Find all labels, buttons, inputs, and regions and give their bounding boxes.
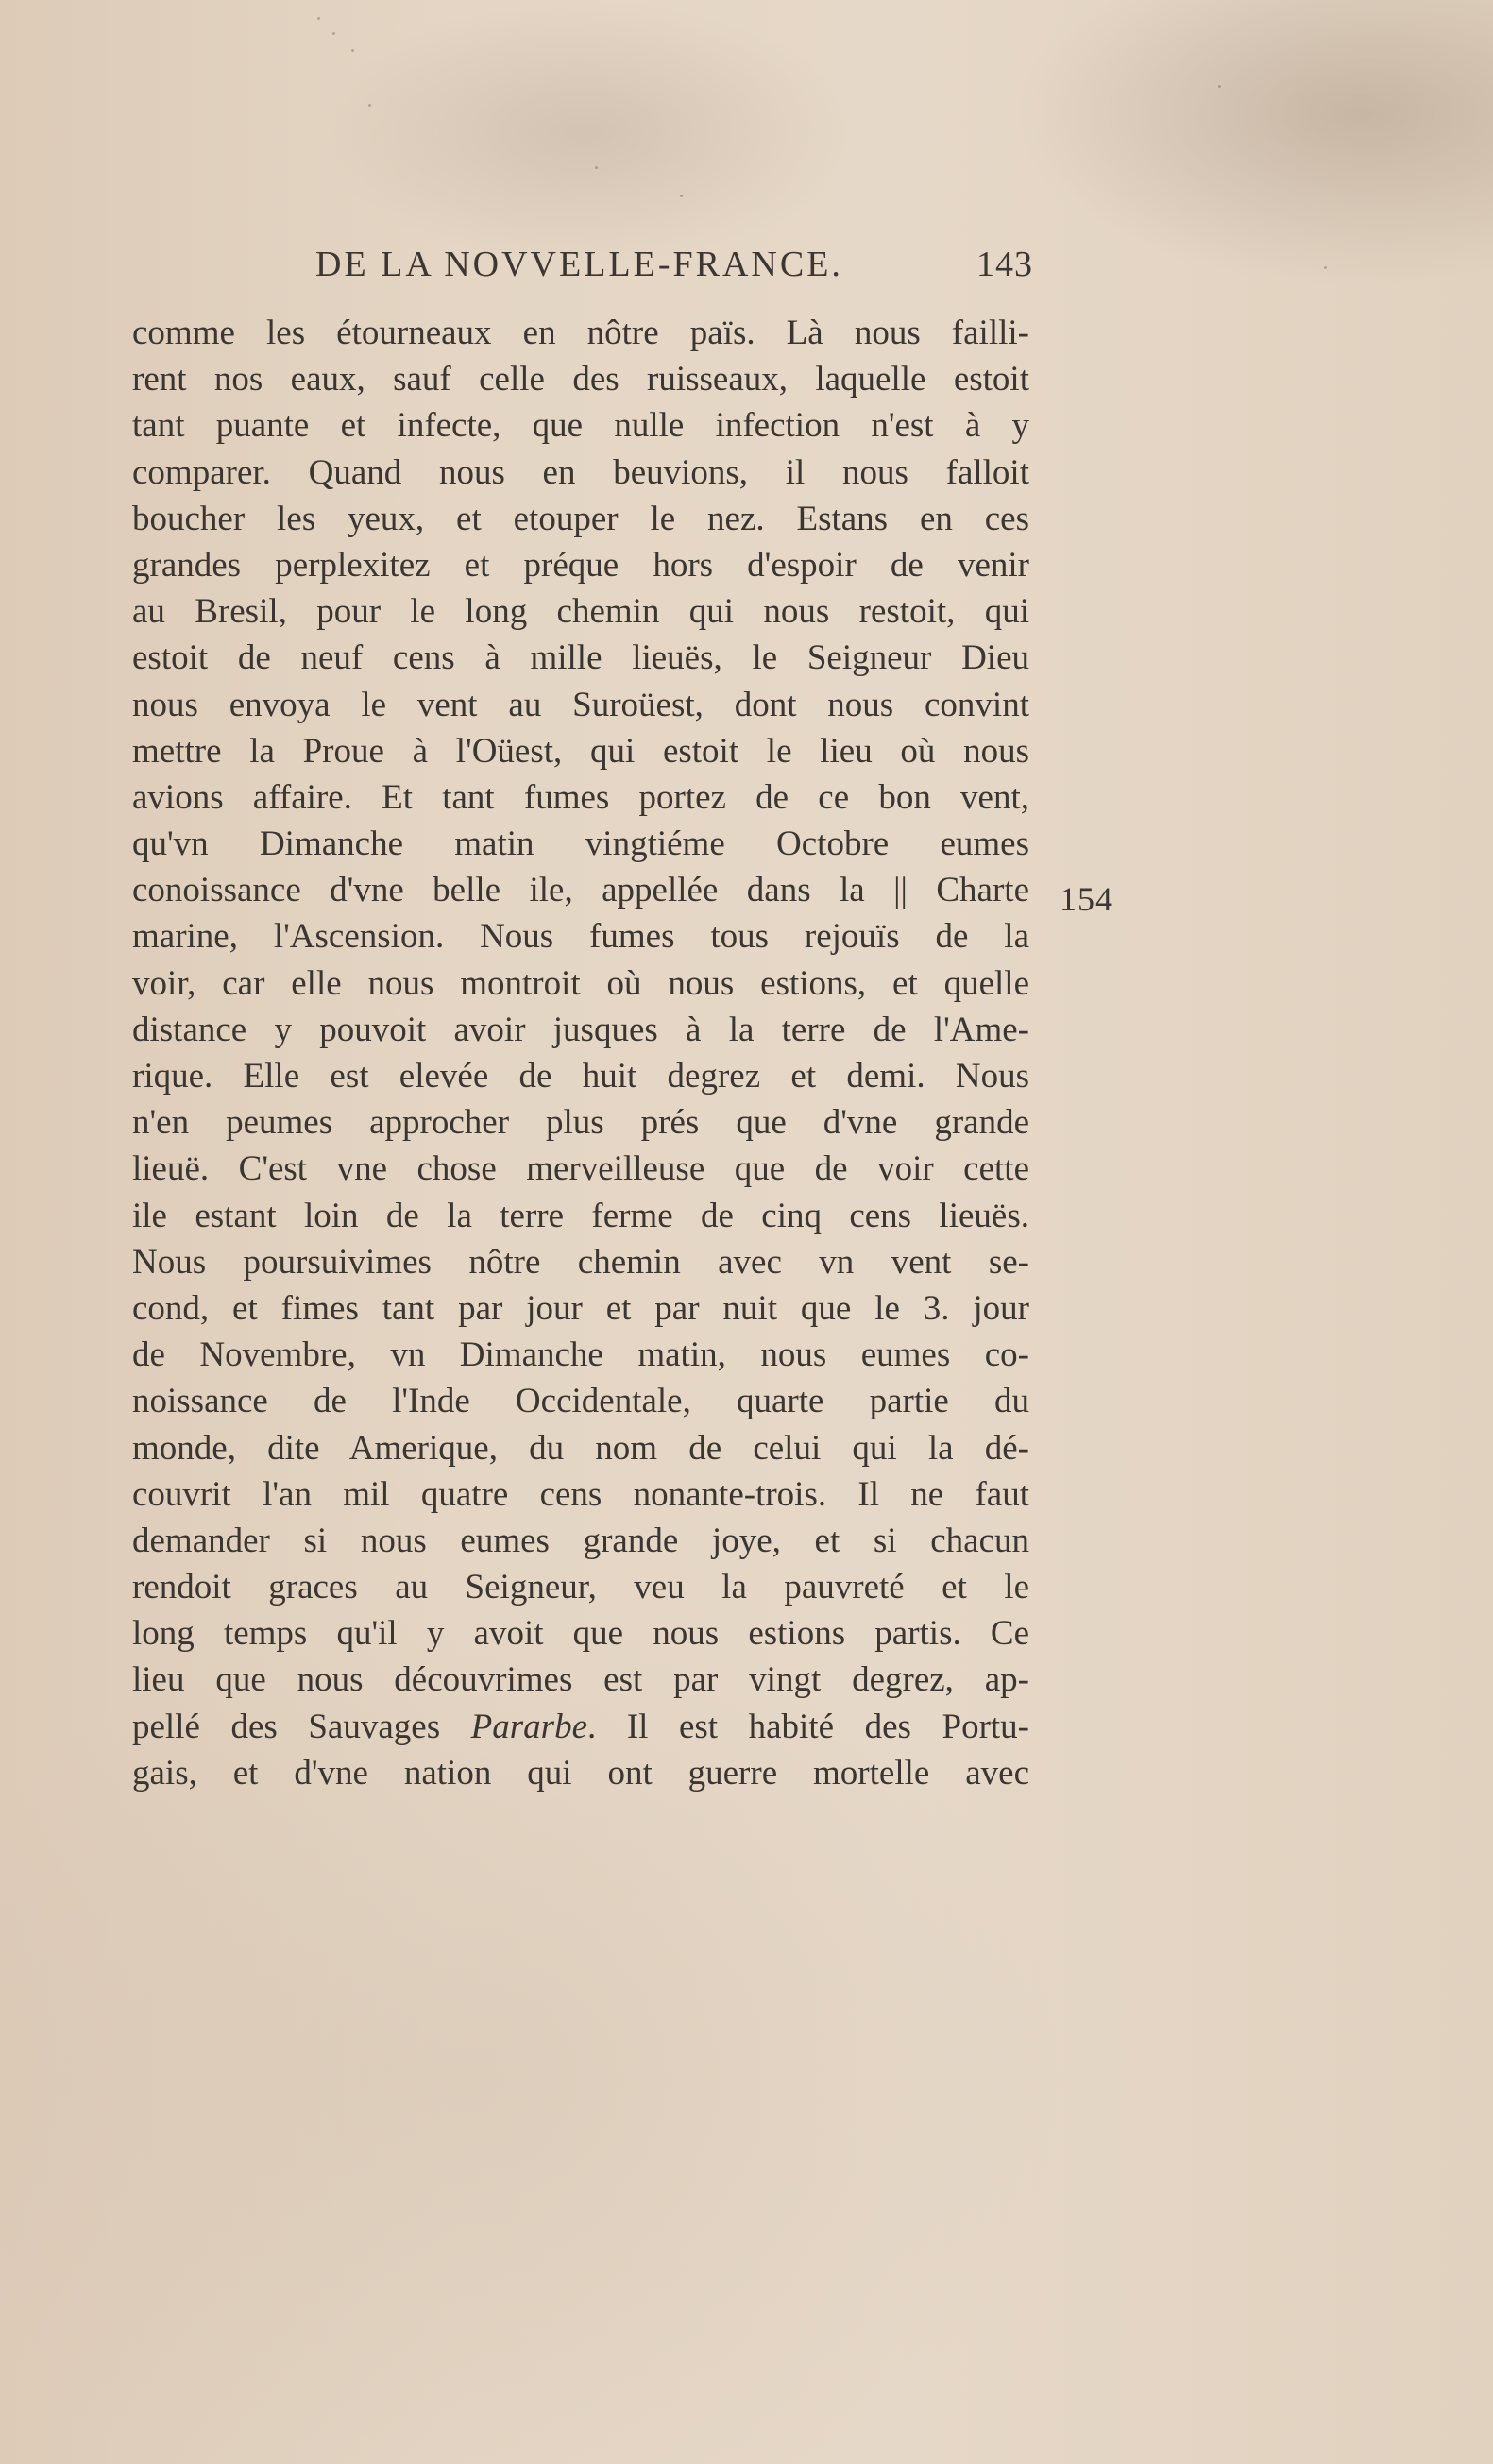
- running-head: [315, 244, 1033, 291]
- text-line: de Novembre, vn Dimanche matin, nous eumes co-: [132, 1335, 1029, 1375]
- text-line-with-italic: [132, 1704, 1029, 1750]
- paper-speck: [680, 195, 683, 197]
- text-line: mettre la Proue à l'Oüest, qui estoit le lieu où nous: [132, 731, 1029, 771]
- text-line: n'en peumes approcher plus prés que d'vne grande: [132, 1103, 1029, 1143]
- text-line: tant puante et infecte, que nulle infection n'est à y: [132, 406, 1029, 446]
- text-line: Nous poursuivimes nôtre chemin avec vn vent se-: [132, 1242, 1029, 1282]
- paper-speck: [332, 32, 335, 35]
- text-line: conoissance d'vne belle ile, appellée dans la || Charte: [132, 871, 1029, 910]
- paper-speck: [317, 17, 320, 20]
- paper-speck: [595, 166, 598, 169]
- line-segment: pellé des Sauvages: [132, 1707, 471, 1746]
- body-text: [132, 310, 1029, 1796]
- text-line: estoit de neuf cens à mille lieuës, le Seigneur Dieu: [132, 638, 1029, 678]
- line-segment: . Il est habité des Portu-: [587, 1707, 1029, 1746]
- text-line: lieu que nous découvrimes est par vingt degrez, ap-: [132, 1660, 1029, 1700]
- text-line: grandes perplexitez et préque hors d'espoir de venir: [132, 545, 1029, 585]
- text-line: voir, car elle nous montroit où nous estions, et quelle: [132, 963, 1029, 1003]
- text-line: demander si nous eumes grande joye, et si chacun: [132, 1521, 1029, 1560]
- text-line: monde, dite Amerique, du nom de celui qui la dé-: [132, 1428, 1029, 1468]
- running-head-title: DE LA NOVVELLE-FRANCE.: [315, 245, 843, 284]
- paper-speck: [1218, 85, 1221, 88]
- page-number: 143: [976, 245, 1033, 284]
- text-line: cond, et fimes tant par jour et par nuit que le 3. jour: [132, 1288, 1029, 1328]
- text-line: comme les étourneaux en nôtre païs. Là nous failli-: [132, 314, 1029, 352]
- text-line: avions affaire. Et tant fumes portez de ce bon vent,: [132, 777, 1029, 817]
- text-line: qu'vn Dimanche matin vingtiéme Octobre eumes: [132, 824, 1029, 864]
- text-line: lieuë. C'est vne chose merveilleuse que de voir cette: [132, 1149, 1029, 1189]
- italic-place-name: Pararbe: [470, 1707, 587, 1746]
- text-line: long temps qu'il y avoit que nous estions partis. Ce: [132, 1614, 1029, 1654]
- margin-page-reference: 154: [1060, 880, 1113, 918]
- paper-speck: [368, 104, 371, 107]
- paper-speck: [1324, 266, 1327, 269]
- text-line: distance y pouvoit avoir jusques à la terre de l'Ame-: [132, 1010, 1029, 1049]
- text-line: boucher les yeux, et etouper le nez. Estans en ces: [132, 499, 1029, 538]
- text-line: au Bresil, pour le long chemin qui nous restoit, qui: [132, 592, 1029, 632]
- text-line: nous envoya le vent au Suroüest, dont nous convint: [132, 685, 1029, 724]
- text-line: ile estant loin de la terre ferme de cinq cens lieuës.: [132, 1196, 1029, 1235]
- text-line: rique. Elle est elevée de huit degrez et demi. Nous: [132, 1057, 1029, 1096]
- text-line: gais, et d'vne nation qui ont guerre mortelle avec: [132, 1753, 1029, 1793]
- text-line: couvrit l'an mil quatre cens nonante-trois. Il ne faut: [132, 1474, 1029, 1514]
- text-line: rendoit graces au Seigneur, veu la pauvreté et le: [132, 1568, 1029, 1607]
- text-line: marine, l'Ascension. Nous fumes tous rejouïs de la: [132, 917, 1029, 957]
- text-line: comparer. Quand nous en beuvions, il nous falloit: [132, 452, 1029, 492]
- text-line: noissance de l'Inde Occidentale, quarte partie du: [132, 1382, 1029, 1421]
- text-line: rent nos eaux, sauf celle des ruisseaux, laquelle estoit: [132, 360, 1029, 399]
- paper-speck: [351, 49, 354, 52]
